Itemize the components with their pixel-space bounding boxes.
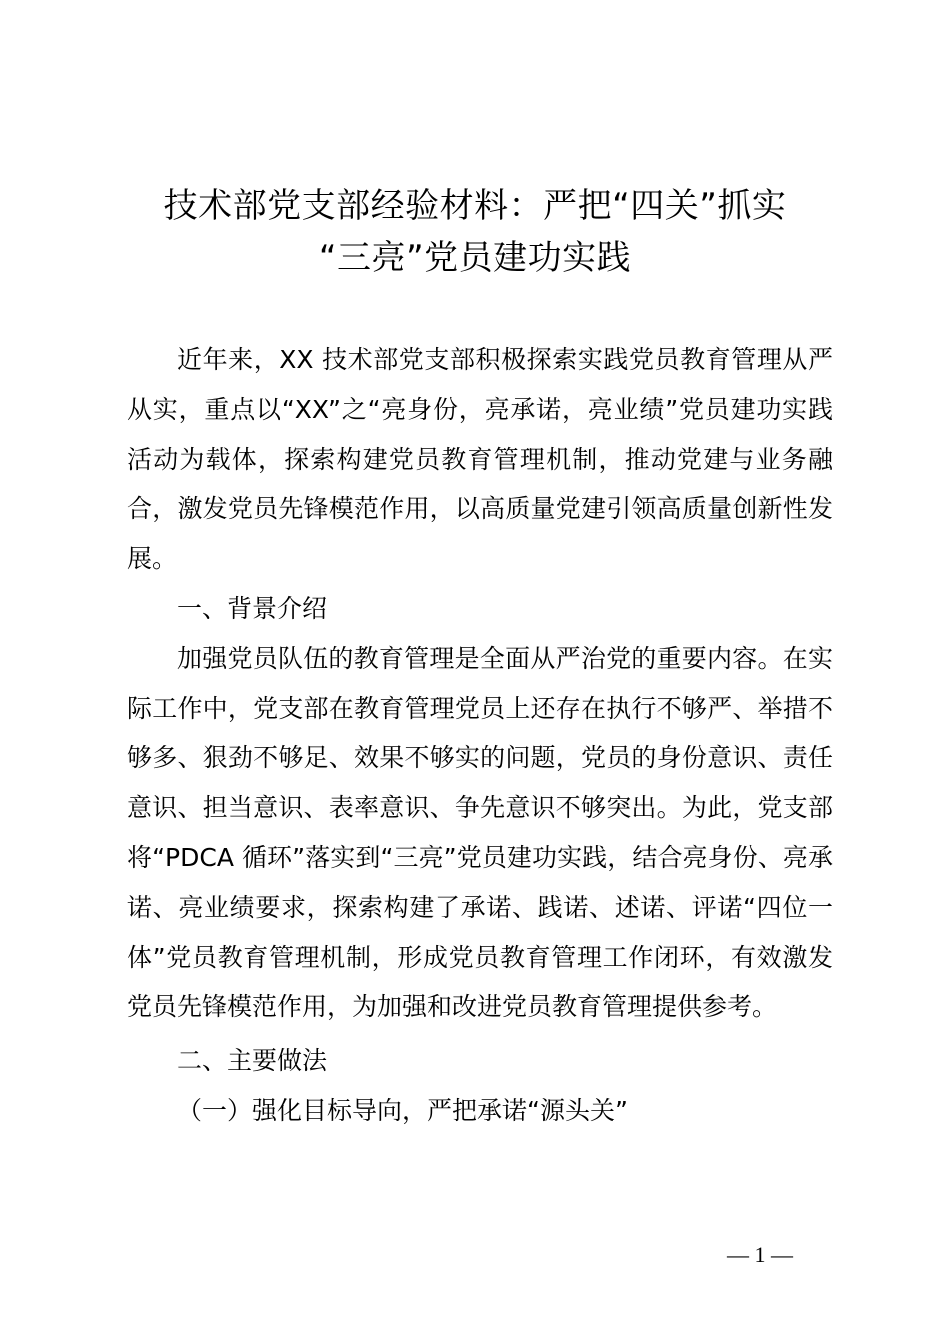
title-line-1: 技术部党支部经验材料：严把“四关”抓实: [163, 186, 787, 226]
section-heading-main-practices: 二、主要做法: [177, 1046, 328, 1076]
title-line-2: “三亮”党员建功实践: [318, 238, 632, 278]
document-body: [127, 335, 833, 1136]
background-paragraph: 加强党员队伍的教育管理是全面从严治党的重要内容。在实际工作中，党支部在教育管理党员上还存在执行不够严、举措不够多、狠劲不够足、效果不够实的问题，党员的身份意识、责任意识、担当意识、表率意识、争先意识不够突出。为此，党支部将“PDCA 循环”落实到“三亮”党员建功实践，结合亮身份、亮承诺、亮业绩要求，探索构建了承诺、践诺、述诺、评诺“四位一体”党员教育管理机制，形成党员教育管理工作闭环，有效激发党员先锋模范作用，为加强和改进党员教育管理提供参考。: [127, 643, 833, 1022]
section-heading-background: 一、背景介绍: [177, 593, 328, 623]
document-title: [120, 180, 830, 284]
page-number: — 1 —: [727, 1242, 793, 1267]
subsection-heading-1: （一）强化目标导向，严把承诺“源头关”: [177, 1095, 628, 1125]
intro-paragraph: 近年来，XX 技术部党支部积极探索实践党员教育管理从严从实，重点以“XX”之“亮身份，亮承诺，亮业绩”党员建功实践活动为载体，探索构建党员教育管理机制，推动党建与业务融合，激发党员先锋模范作用，以高质量党建引领高质量创新性发展。: [127, 345, 833, 574]
